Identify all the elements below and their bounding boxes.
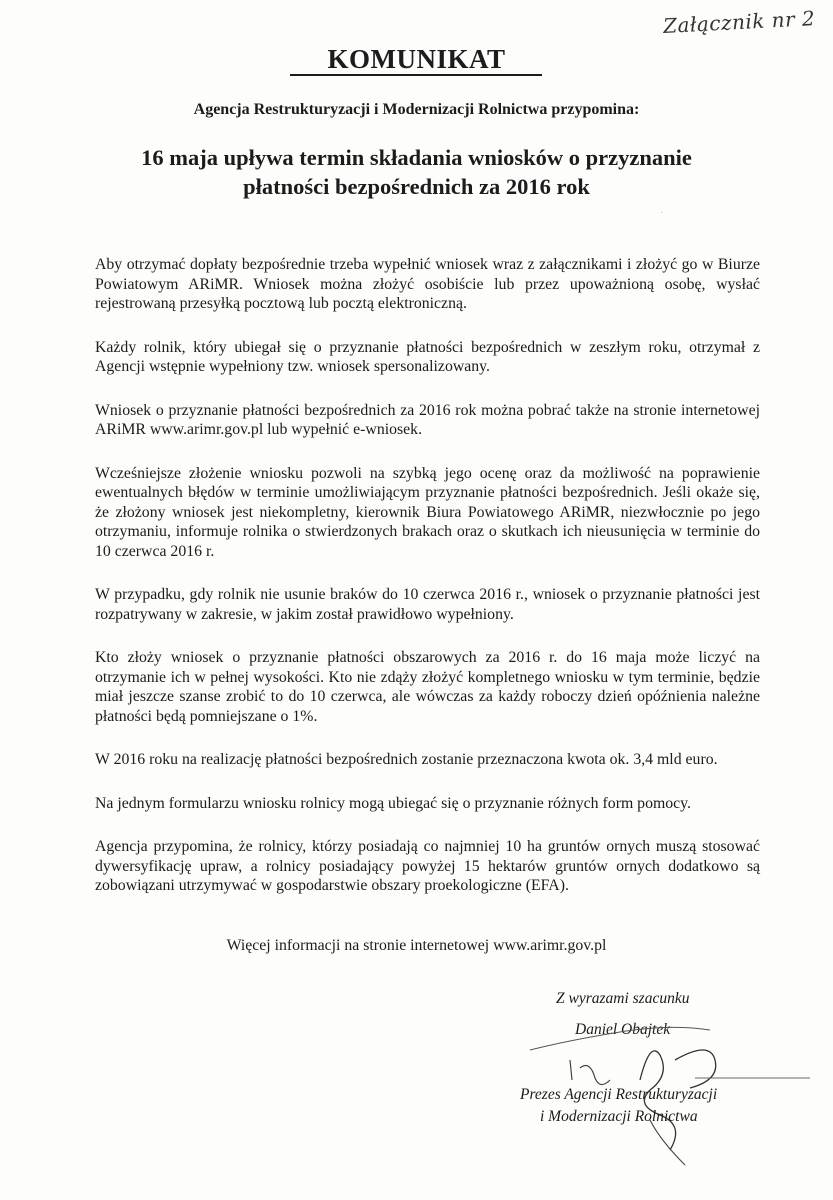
document-headline: 16 maja upływa termin składania wniosków o przyznanie płatności bezpośrednich za 2016 rok: [141, 145, 692, 199]
handwritten-annotation: Załącznik nr 2: [662, 6, 816, 38]
signatory-role-line-2: i Modernizacji Rolnictwa: [540, 1108, 698, 1125]
paragraph: Aby otrzymać dopłaty bezpośrednie trzeba wypełnić wniosek wraz z załącznikami i złożyć go w Biurze Powiatowym ARiMR. Wniosek można złożyć osobiście lub przez upoważnioną osobę, wysłać rejestrowaną przesyłką pocztową lub pocztą elektroniczną.: [95, 256, 760, 312]
paragraph: Wniosek o przyznanie płatności bezpośrednich za 2016 rok można pobrać także na stronie internetowej ARiMR www.arimr.gov.pl lub wypełnić e-wniosek.: [95, 401, 760, 438]
title-underline: [290, 74, 542, 76]
scan-speck: ·: [660, 208, 664, 219]
paragraph: W przypadku, gdy rolnik nie usunie braków do 10 czerwca 2016 r., wniosek o przyznanie płatności jest rozpatrywany w zakresie, w jakim został prawidłowo wypełniony.: [95, 586, 760, 623]
signatory-role-line-1: Prezes Agencji Restrukturyzacji: [520, 1086, 718, 1103]
paragraph: Kto złoży wniosek o przyznanie płatności obszarowych za 2016 r. do 16 maja może liczyć na otrzymanie ich w pełnej wysokości. Kto nie zdąży złożyć kompletnego wniosku w tym terminie, będzie miał jeszcze szanse zrobić to do 10 czerwca, ale wówczas za każdy roboczy dzień opóźnienia należne płatności będą pomniejszane o 1%.: [95, 649, 760, 725]
closing-regards: Z wyrazami szacunku: [556, 990, 690, 1007]
document-subtitle: Agencja Restrukturyzacji i Modernizacji Rolnictwa przypomina:: [193, 101, 640, 118]
paragraph: Na jednym formularzu wniosku rolnicy mogą ubiegać się o przyznanie różnych form pomocy.: [95, 794, 692, 812]
paragraph: Wcześniejsze złożenie wniosku pozwoli na szybką jego ocenę oraz da możliwość na poprawienie ewentualnych błędów w terminie umożliwiającym przyznanie płatności bezpośrednich. Jeśli okaże się, że złożony wniosek jest niekompletny, kierownik Biura Powiatowego ARiMR, niezwłocznie po jego otrzymaniu, informuje rolnika o stwierdzonych brakach oraz o skutkach ich nieusunięcia w terminie do 10 czerwca 2016 r.: [95, 464, 760, 560]
signatory-name: Daniel Obajtek: [575, 1021, 671, 1038]
document-body: [95, 255, 760, 920]
paragraph: Każdy rolnik, który ubiegał się o przyznanie płatności bezpośrednich w zeszłym roku, otrzymał z Agencji wstępnie wypełniony tzw. wniosek spersonalizowany.: [95, 338, 760, 375]
document-title: KOMUNIKAT: [327, 44, 506, 74]
paragraph: W 2016 roku na realizację płatności bezpośrednich zostanie przeznaczona kwota ok. 3,4 mld euro.: [95, 751, 718, 768]
more-info-line: Więcej informacji na stronie internetowej www.arimr.gov.pl: [226, 937, 607, 954]
paragraph: Agencja przypomina, że rolnicy, którzy posiadają co najmniej 10 ha gruntów ornych muszą stosować dywersyfikację upraw, a rolnicy posiadający powyżej 15 hektarów gruntów ornych dodatkowo są zobowiązani utrzymywać w gospodarstwie obszary proekologiczne (EFA).: [95, 838, 760, 894]
